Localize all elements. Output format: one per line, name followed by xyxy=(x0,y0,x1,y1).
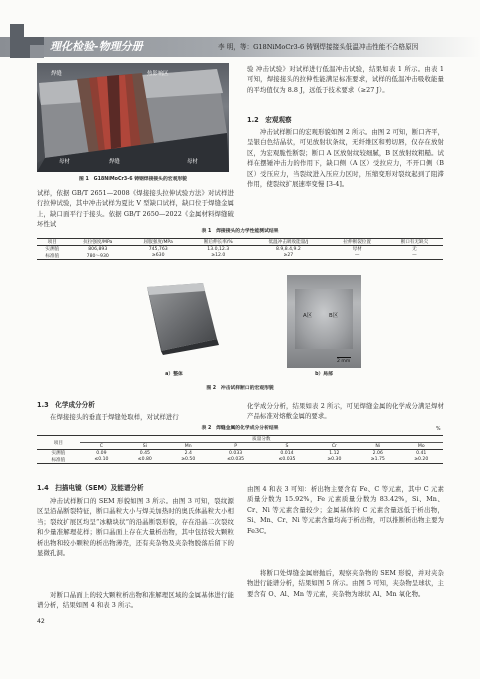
table-1-header: 拉伸断裂位置 xyxy=(329,239,386,246)
table-1 xyxy=(37,238,443,260)
table-2-group-header: 质量分数 xyxy=(80,436,443,443)
journal-name: 理化检验-物理分册 xyxy=(50,40,143,53)
table-cell: ≥0.20 xyxy=(414,457,429,463)
scale-bar xyxy=(337,357,351,358)
table-1-header: 断口有无缺欠 xyxy=(386,239,443,246)
table-cell: ≥12.0 xyxy=(211,253,226,259)
table-cell: ≤0.80 xyxy=(137,457,152,463)
table-2-item-header: 项目 xyxy=(37,436,80,450)
table-cell: 13.0,12.3 xyxy=(207,246,230,252)
weld-specimen-photo xyxy=(37,63,229,172)
table-2-element-row xyxy=(37,443,443,450)
figure-2a-subcaption: a）整体 xyxy=(165,372,183,377)
fig1-label-weld-bottom: 焊缝 xyxy=(109,159,120,165)
table-cell: — xyxy=(412,253,417,259)
table-cell: ≤0.035 xyxy=(227,457,245,463)
right-column-paragraph: 验 冲击试验》对试样进行低温冲击试验，结果如表 1 所示。由表 1 可知，焊接接头的拉伸性能满足标准要求，试样的低温冲击吸收能量的平均值仅为 8.8 J，远低于技术要求（≥27 J）。 xyxy=(247,65,444,94)
table-2-caption: 表 2 焊缝金属的化学成分分析结果 xyxy=(201,426,279,431)
table-row xyxy=(37,450,443,457)
table-1-header: 低温冲击吸收能量/J xyxy=(248,239,329,246)
section-1-2-heading: 1.2 宏观观察 xyxy=(247,116,292,124)
table-cell: 780～930 xyxy=(86,253,109,259)
figure-1-caption: 图 1 G18NiMoCr3-6 铸钢焊接接头的宏观形貌 xyxy=(79,177,187,182)
running-title: 李 明，等：G18NiMoCr3-6 铸钢焊接接头低温冲击性能不合格原因 xyxy=(218,43,419,51)
element-header: S xyxy=(261,443,312,450)
table-cell: 2.06 xyxy=(372,450,383,456)
section-1-4-text-1: 冲击试样断口的 SEM 形貌如图 3 所示。由图 3 可知，裂纹源区呈沿晶断裂特征，断口晶粒大小与焊关加热时的奥氏体晶粒大小相当；裂纹扩展区均呈“冰糖块状”的沿晶断裂形貌，存在沿晶二次裂纹和少量准解理花样；断口晶面上存在大量析出物，其中包括较大颗粒析出物和较小颗粒的析出物薄壳，还有夹杂物及夹杂物脱落后留下的显微孔洞。 xyxy=(37,497,234,558)
table-1-caption: 表 1 焊接接头的力学性能测试结果 xyxy=(201,229,279,234)
table-cell: 806,893 xyxy=(88,246,108,252)
table-cell: ≤0.035 xyxy=(278,457,296,463)
table-2-unit: % xyxy=(436,427,441,432)
element-header: Mo xyxy=(400,443,444,450)
figure-1-photo xyxy=(37,63,229,172)
right-chem-paragraph: 化学成分分析，结果如表 2 所示，可见焊缝金属的化学成分满足焊材产品标准对熔敷金属的要求。 xyxy=(247,402,444,421)
right-bottom-paragraph-2: 将断口处焊缝金属磨抛后，观察夹杂物的 SEM 形貌，并对夹杂物进行能谱分析，结果如图 5 所示。由图 5 可知，夹杂物呈球状，主要含有 O、Al、Mn 等元素，夹杂物为球状 Al、Mn 氧化物。 xyxy=(247,569,444,598)
fig1-label-weld: 焊缝 xyxy=(51,71,62,77)
table-cell: 标准值 xyxy=(51,457,66,463)
table-cell: 标准值 xyxy=(45,253,60,259)
fracture-specimen-overall xyxy=(125,279,223,359)
right-bottom-paragraph-1: 由图 4 和表 3 可知：析出物主要含有 Fe、C 等元素，其中 C 元素质量分数为 15.92%，Fe 元素质量分数为 83.42%，Si、Mn、Cr、Ni 等元素含量较少；金属基体的 C 元素含量远低于析出物，Si、Mn、Cr、Ni 等元素含量均高于析出物，可以推断析出物主要为 Fe3C。 xyxy=(247,485,444,535)
table-row xyxy=(37,253,443,260)
element-header: C xyxy=(80,443,123,450)
section-1-3-heading: 1.3 化学成分分析 xyxy=(37,401,95,409)
section-1-3-text: 在焊接接头的垂直于焊缝处取样，对试样进行 xyxy=(50,413,179,421)
table-cell: ≥0.50 xyxy=(181,457,196,463)
figure-2-caption: 图 2 冲击试样断口的宏观形貌 xyxy=(206,386,274,391)
page-number: 42 xyxy=(37,618,45,625)
element-header: Si xyxy=(123,443,166,450)
table-2 xyxy=(37,435,443,464)
figure-2b-subcaption: b）局部 xyxy=(315,372,333,377)
fracture-surface xyxy=(295,289,353,349)
table-row xyxy=(37,246,443,253)
table-cell: 0.41 xyxy=(416,450,427,456)
table-2-group-row xyxy=(37,436,443,443)
table-cell: 0.014 xyxy=(280,450,294,456)
table-cell: 2.4 xyxy=(184,450,192,456)
table-cell: ≥0.30 xyxy=(327,457,342,463)
table-cell: ≤0.10 xyxy=(94,457,109,463)
section-1-4-text-2: 对断口晶面上的较大颗粒析出物和准解理区域的金属基体进行能谱分析，结果如图 4 和表 3 所示。 xyxy=(37,591,234,610)
fig1-label-haz: 热影响区 xyxy=(147,71,169,77)
table-1-header: 屈服强度/MPa xyxy=(128,239,188,246)
element-header: Ni xyxy=(356,443,399,450)
table-cell: 0.033 xyxy=(229,450,243,456)
table-1-header: 断后伸长率/% xyxy=(188,239,248,246)
table-cell: 0.45 xyxy=(139,450,150,456)
table-cell: ≥630 xyxy=(151,253,165,259)
section-1-4-heading: 1.4 扫描电镜（SEM）及能谱分析 xyxy=(37,484,144,492)
element-header: P xyxy=(210,443,261,450)
section-1-2-text: 冲击试样断口的宏观形貌如图 2 所示。由图 2 可知，断口齐平，呈银白色结晶状，可见放射状条纹，无纤维区和剪切唇，仅存在放射区，为宏观脆性断裂；断口 A 区放射纹较细腻，B 区放射纹粗糙。试样在摆锤冲击力的作用下，缺口侧（A 区）受拉应力，不开口侧（B 区）受压应力，当裂纹进入压应力区时，压缩变形对裂纹起到了阻滞作用，使裂纹扩展速率变慢 [3-4]。 xyxy=(247,128,445,189)
table-cell: ≥27 xyxy=(283,253,294,259)
journal-logo-cut xyxy=(24,24,44,37)
table-cell: 无 xyxy=(412,247,417,253)
table-cell: 8.9,8.4,9.2 xyxy=(275,246,301,252)
scale-bar-label: 2 mm xyxy=(337,359,351,364)
fig1-label-base-left: 母材 xyxy=(59,159,70,165)
table-1-header: 项目 xyxy=(37,239,68,246)
table-cell: 实测值 xyxy=(51,451,66,457)
left-column-paragraph: 试样，依据 GB/T 2651—2008《焊接接头拉伸试验方法》对试样进行拉伸试验，其中冲击试样为夏比 V 型缺口试样，缺口位于焊缝金属上，缺口面平行于接头。依据 GB/T 2650—2022《金属材料焊缝破坏性试 xyxy=(37,189,234,229)
element-header: Mn xyxy=(167,443,210,450)
table-cell: 1.12 xyxy=(329,450,340,456)
fig2-label-b-zone: B区 xyxy=(329,313,339,319)
journal-logo-cut-lower xyxy=(30,45,44,58)
table-cell: 实测值 xyxy=(45,247,60,253)
element-header: Cr xyxy=(313,443,356,450)
figure-2a-photo xyxy=(125,279,223,359)
table-cell: 745,763 xyxy=(148,246,168,252)
table-row xyxy=(37,457,443,464)
fig2-label-a-zone: A区 xyxy=(303,313,313,319)
table-cell: 母材 xyxy=(352,247,362,253)
table-cell: ≥1.75 xyxy=(370,457,385,463)
fig1-label-base-right: 母材 xyxy=(187,159,198,165)
table-1-header: 抗拉强度/MPa xyxy=(68,239,128,246)
table-1-header-row xyxy=(37,239,443,246)
table-cell: 0.09 xyxy=(96,450,107,456)
figure-2b-photo xyxy=(287,275,361,368)
table-cell: — xyxy=(354,253,360,259)
